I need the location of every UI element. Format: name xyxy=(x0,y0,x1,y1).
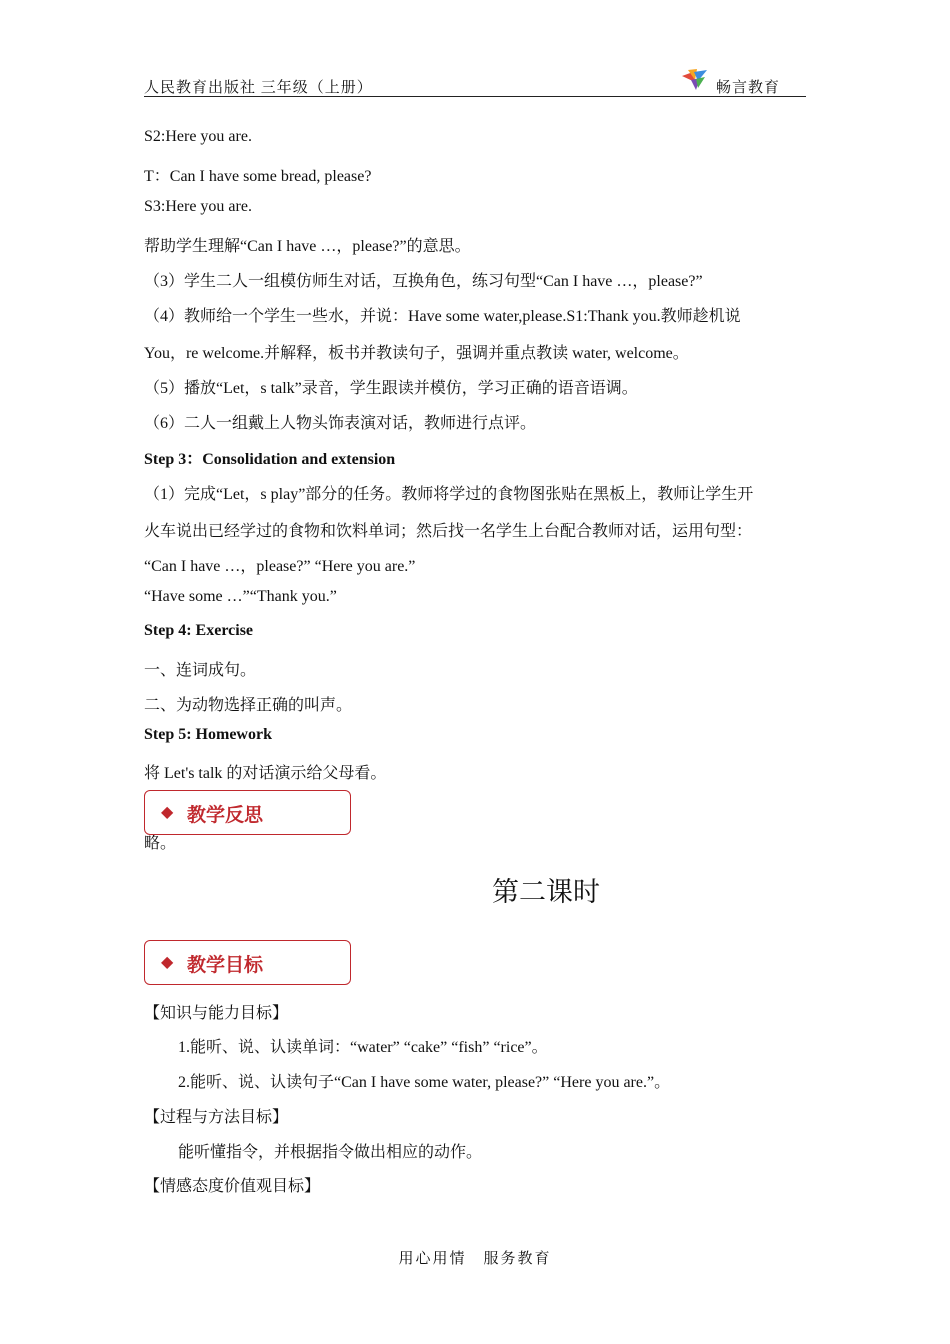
body-line: 二、为动物选择正确的叫声。 xyxy=(144,697,353,714)
step-3-heading: Step 3：Consolidation and extension xyxy=(144,451,396,468)
knowledge-goal-item: 2.能听、说、认读句子“Can I have some water, please?” “Here you are.”。 xyxy=(178,1074,671,1091)
step-4-heading: Step 4: Exercise xyxy=(144,622,254,639)
body-line: （6）二人一组戴上人物头饰表演对话，教师进行点评。 xyxy=(144,415,537,432)
body-line: （1）完成“Let，s play”部分的任务。教师将学过的食物图张贴在黑板上，教师让学生开 xyxy=(144,486,754,503)
process-goal-text: 能听懂指令，并根据指令做出相应的动作。 xyxy=(178,1144,483,1161)
emotion-goal-label: 【情感态度价值观目标】 xyxy=(144,1178,321,1195)
body-line: “Can I have …，please?” “Here you are.” xyxy=(144,558,416,575)
page-footer: 用心用情 服务教育 xyxy=(398,1251,552,1267)
body-line: 火车说出已经学过的食物和饮料单词；然后找一名学生上台配合教师对话，运用句型： xyxy=(144,523,753,540)
goals-section-heading xyxy=(144,940,351,985)
reflection-text: 略。 xyxy=(144,835,177,852)
page-header xyxy=(144,70,806,97)
goals-heading-label: 教学目标 xyxy=(187,954,264,976)
lesson-title: 第二课时 xyxy=(492,877,600,907)
body-line: （4）教师给一个学生一些水，并说：Have some water,please.S1:Thank you.教师趁机说 xyxy=(144,308,741,325)
body-line: 一、连词成句。 xyxy=(144,662,257,679)
body-line: 帮助学生理解“Can I have …，please?”的意思。 xyxy=(144,238,471,255)
process-goal-label: 【过程与方法目标】 xyxy=(144,1109,289,1126)
brand-name: 畅言教育 xyxy=(715,80,780,96)
bird-logo-icon xyxy=(680,68,710,92)
diamond-icon: ◆ xyxy=(161,804,174,821)
knowledge-goal-item: 1.能听、说、认读单词：“water” “cake” “fish” “rice”。 xyxy=(178,1039,548,1056)
step-5-heading: Step 5: Homework xyxy=(144,726,272,743)
body-line: （5）播放“Let，s talk”录音，学生跟读并模仿，学习正确的语音语调。 xyxy=(144,380,638,397)
diamond-icon: ◆ xyxy=(161,954,174,971)
body-line: （3）学生二人一组模仿师生对话，互换角色，练习句型“Can I have …，please?” xyxy=(144,273,703,290)
publisher-grade: 人民教育出版社 三年级（上册） xyxy=(144,80,373,96)
body-line: S3:Here you are. xyxy=(144,198,252,215)
body-line: “Have some …”“Thank you.” xyxy=(144,588,337,605)
body-line: T：Can I have some bread, please? xyxy=(144,168,372,185)
body-line: You，re welcome.并解释，板书并教读句子，强调并重点教读 water, welcome。 xyxy=(144,345,689,362)
body-line: S2:Here you are. xyxy=(144,128,252,145)
reflection-section-heading xyxy=(144,790,351,835)
reflection-heading-label: 教学反思 xyxy=(187,804,264,826)
knowledge-goal-label: 【知识与能力目标】 xyxy=(144,1005,289,1022)
body-line: 将 Let's talk 的对话演示给父母看。 xyxy=(144,765,387,782)
